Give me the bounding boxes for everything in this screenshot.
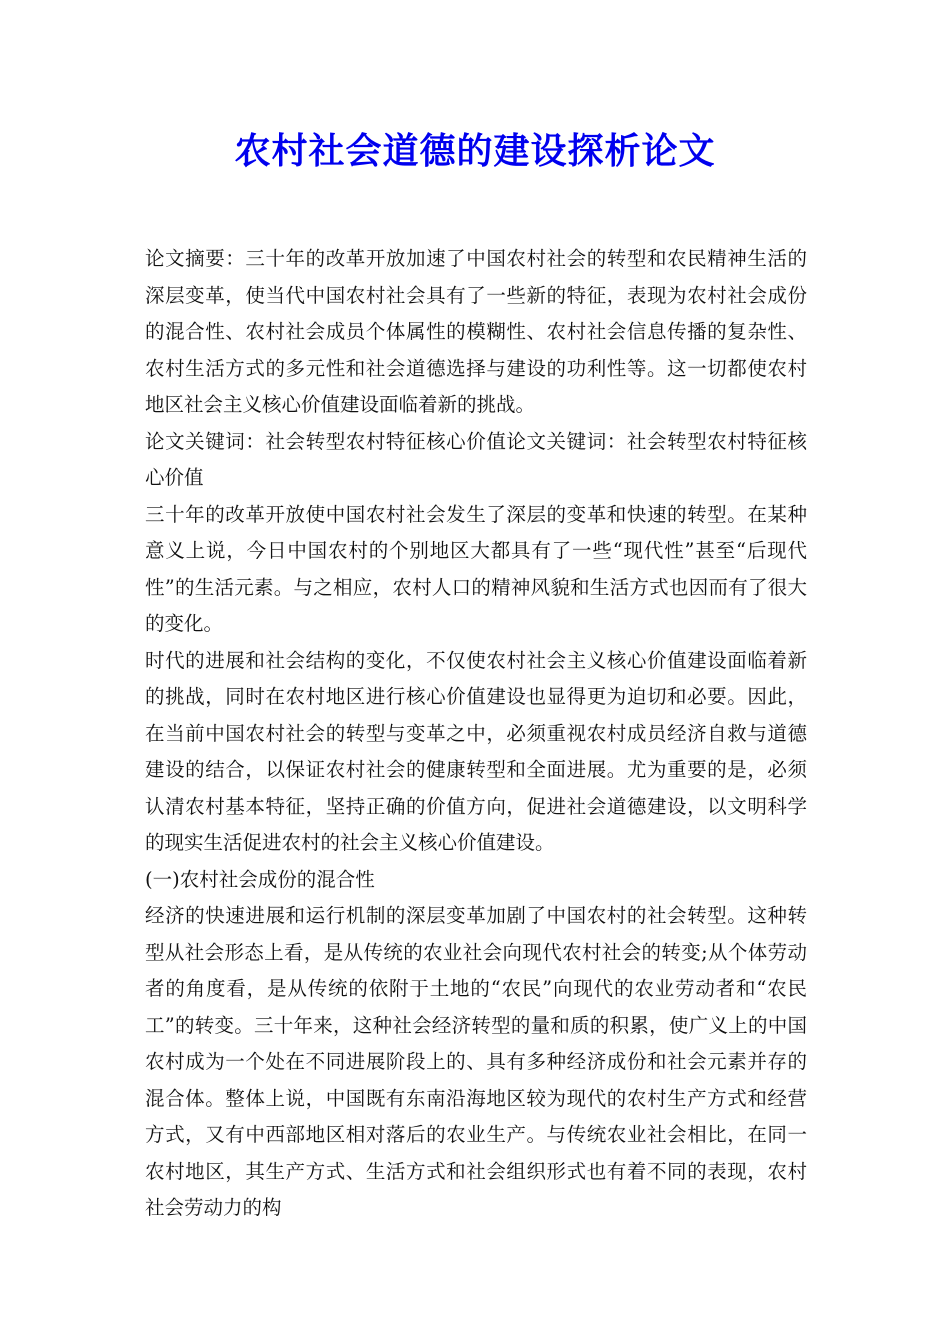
document-body <box>145 241 807 1227</box>
body-paragraph: 三十年的改革开放使中国农村社会发生了深层的变革和快速的转型。在某种意义上说，今日中国农村的个别地区大都具有了一些“现代性”甚至“后现代性”的生活元素。与之相应，农村人口的精神风貌和生活方式也因而有了很大的变化。 <box>145 502 807 635</box>
keywords-paragraph: 论文关键词：社会转型农村特征核心价值论文关键词：社会转型农村特征核心价值 <box>145 429 807 489</box>
body-paragraph: 经济的快速进展和运行机制的深层变革加剧了中国农村的社会转型。这种转型从社会形态上看，是从传统的农业社会向现代农村社会的转变;从个体劳动者的角度看，是从传统的依附于土地的“农民”向现代的农业劳动者和“农民工”的转变。三十年来，这种社会经济转型的量和质的积累，使广义上的中国农村成为一个处在不同进展阶段上的、具有多种经济成份和社会元素并存的混合体。整体上说，中国既有东南沿海地区较为现代的农村生产方式和经营方式，又有中西部地区相对落后的农业生产。与传统农业社会相比，在同一农村地区，其生产方式、生活方式和社会组织形式也有着不同的表现，农村社会劳动力的构 <box>145 904 807 1219</box>
body-paragraph: 时代的进展和社会结构的变化，不仅使农村社会主义核心价值建设面临着新的挑战，同时在农村地区进行核心价值建设也显得更为迫切和必要。因此，在当前中国农村社会的转型与变革之中，必须重视农村成员经济自救与道德建设的结合，以保证农村社会的健康转型和全面进展。尤为重要的是，必须认清农村基本特征，坚持正确的价值方向，促进社会道德建设，以文明科学的现实生活促进农村的社会主义核心价值建设。 <box>145 648 807 854</box>
abstract-paragraph: 论文摘要：三十年的改革开放加速了中国农村社会的转型和农民精神生活的深层变革，使当代中国农村社会具有了一些新的特征，表现为农村社会成份的混合性、农村社会成员个体属性的模糊性、农村社会信息传播的复杂性、农村生活方式的多元性和社会道德选择与建设的功利性等。这一切都使农村地区社会主义核心价值建设面临着新的挑战。 <box>145 247 807 416</box>
section-heading: (一)农村社会成份的混合性 <box>145 867 375 891</box>
document-title: 农村社会道德的建设探析论文 <box>234 131 716 172</box>
